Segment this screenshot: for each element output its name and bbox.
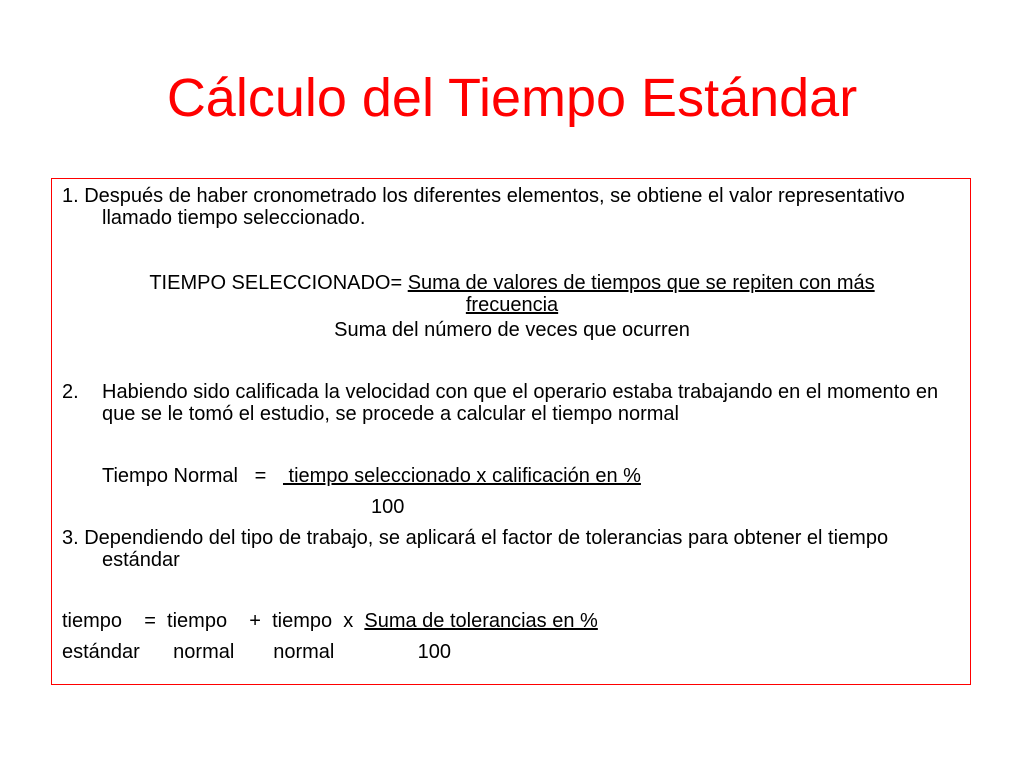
- paragraph-1-text: 1. Después de haber cronometrado los diferentes elementos, se obtiene el valor representativo llamado tiempo seleccionado.: [62, 185, 905, 229]
- formula-tiempo-seleccionado: [62, 272, 962, 316]
- paragraph-3: [62, 527, 962, 571]
- paragraph-2: [62, 381, 962, 425]
- formula-tiempo-normal: [62, 465, 962, 487]
- formula-1-numerator: Suma de valores de tiempos que se repiten con más frecuencia: [407, 272, 875, 316]
- formula-3-line-2: estándar normal normal 100: [62, 641, 452, 663]
- formula-1-denominator: Suma del número de veces que ocurren: [334, 319, 690, 341]
- formula-2-prefix: Tiempo Normal =: [102, 465, 283, 487]
- paragraph-2-number: 2.: [62, 381, 79, 403]
- paragraph-2-text: Habiendo sido calificada la velocidad con que el operario estaba trabajando en el momento en que se le tomó el estudio, se procede a calcular el tiempo normal: [102, 381, 939, 425]
- content-body: [62, 185, 962, 663]
- content-box: [51, 178, 971, 685]
- formula-2-numerator: tiempo seleccionado x calificación en %: [282, 465, 641, 487]
- paragraph-3-text: 3. Dependiendo del tipo de trabajo, se aplicará el factor de tolerancias para obtener el tiempo estándar: [62, 527, 889, 571]
- paragraph-1: [62, 185, 962, 229]
- formula-tiempo-estandar: [62, 610, 962, 663]
- formula-2-denominator: 100: [371, 496, 405, 518]
- formula-3-line-1-prefix: tiempo = tiempo + tiempo x: [62, 610, 365, 632]
- formula-1-prefix: TIEMPO SELECCIONADO=: [149, 272, 408, 294]
- slide-title: Cálculo del Tiempo Estándar: [166, 68, 858, 128]
- formula-3-line-1: [62, 610, 962, 632]
- formula-3-line-1-underlined: Suma de tolerancias en %: [364, 610, 598, 632]
